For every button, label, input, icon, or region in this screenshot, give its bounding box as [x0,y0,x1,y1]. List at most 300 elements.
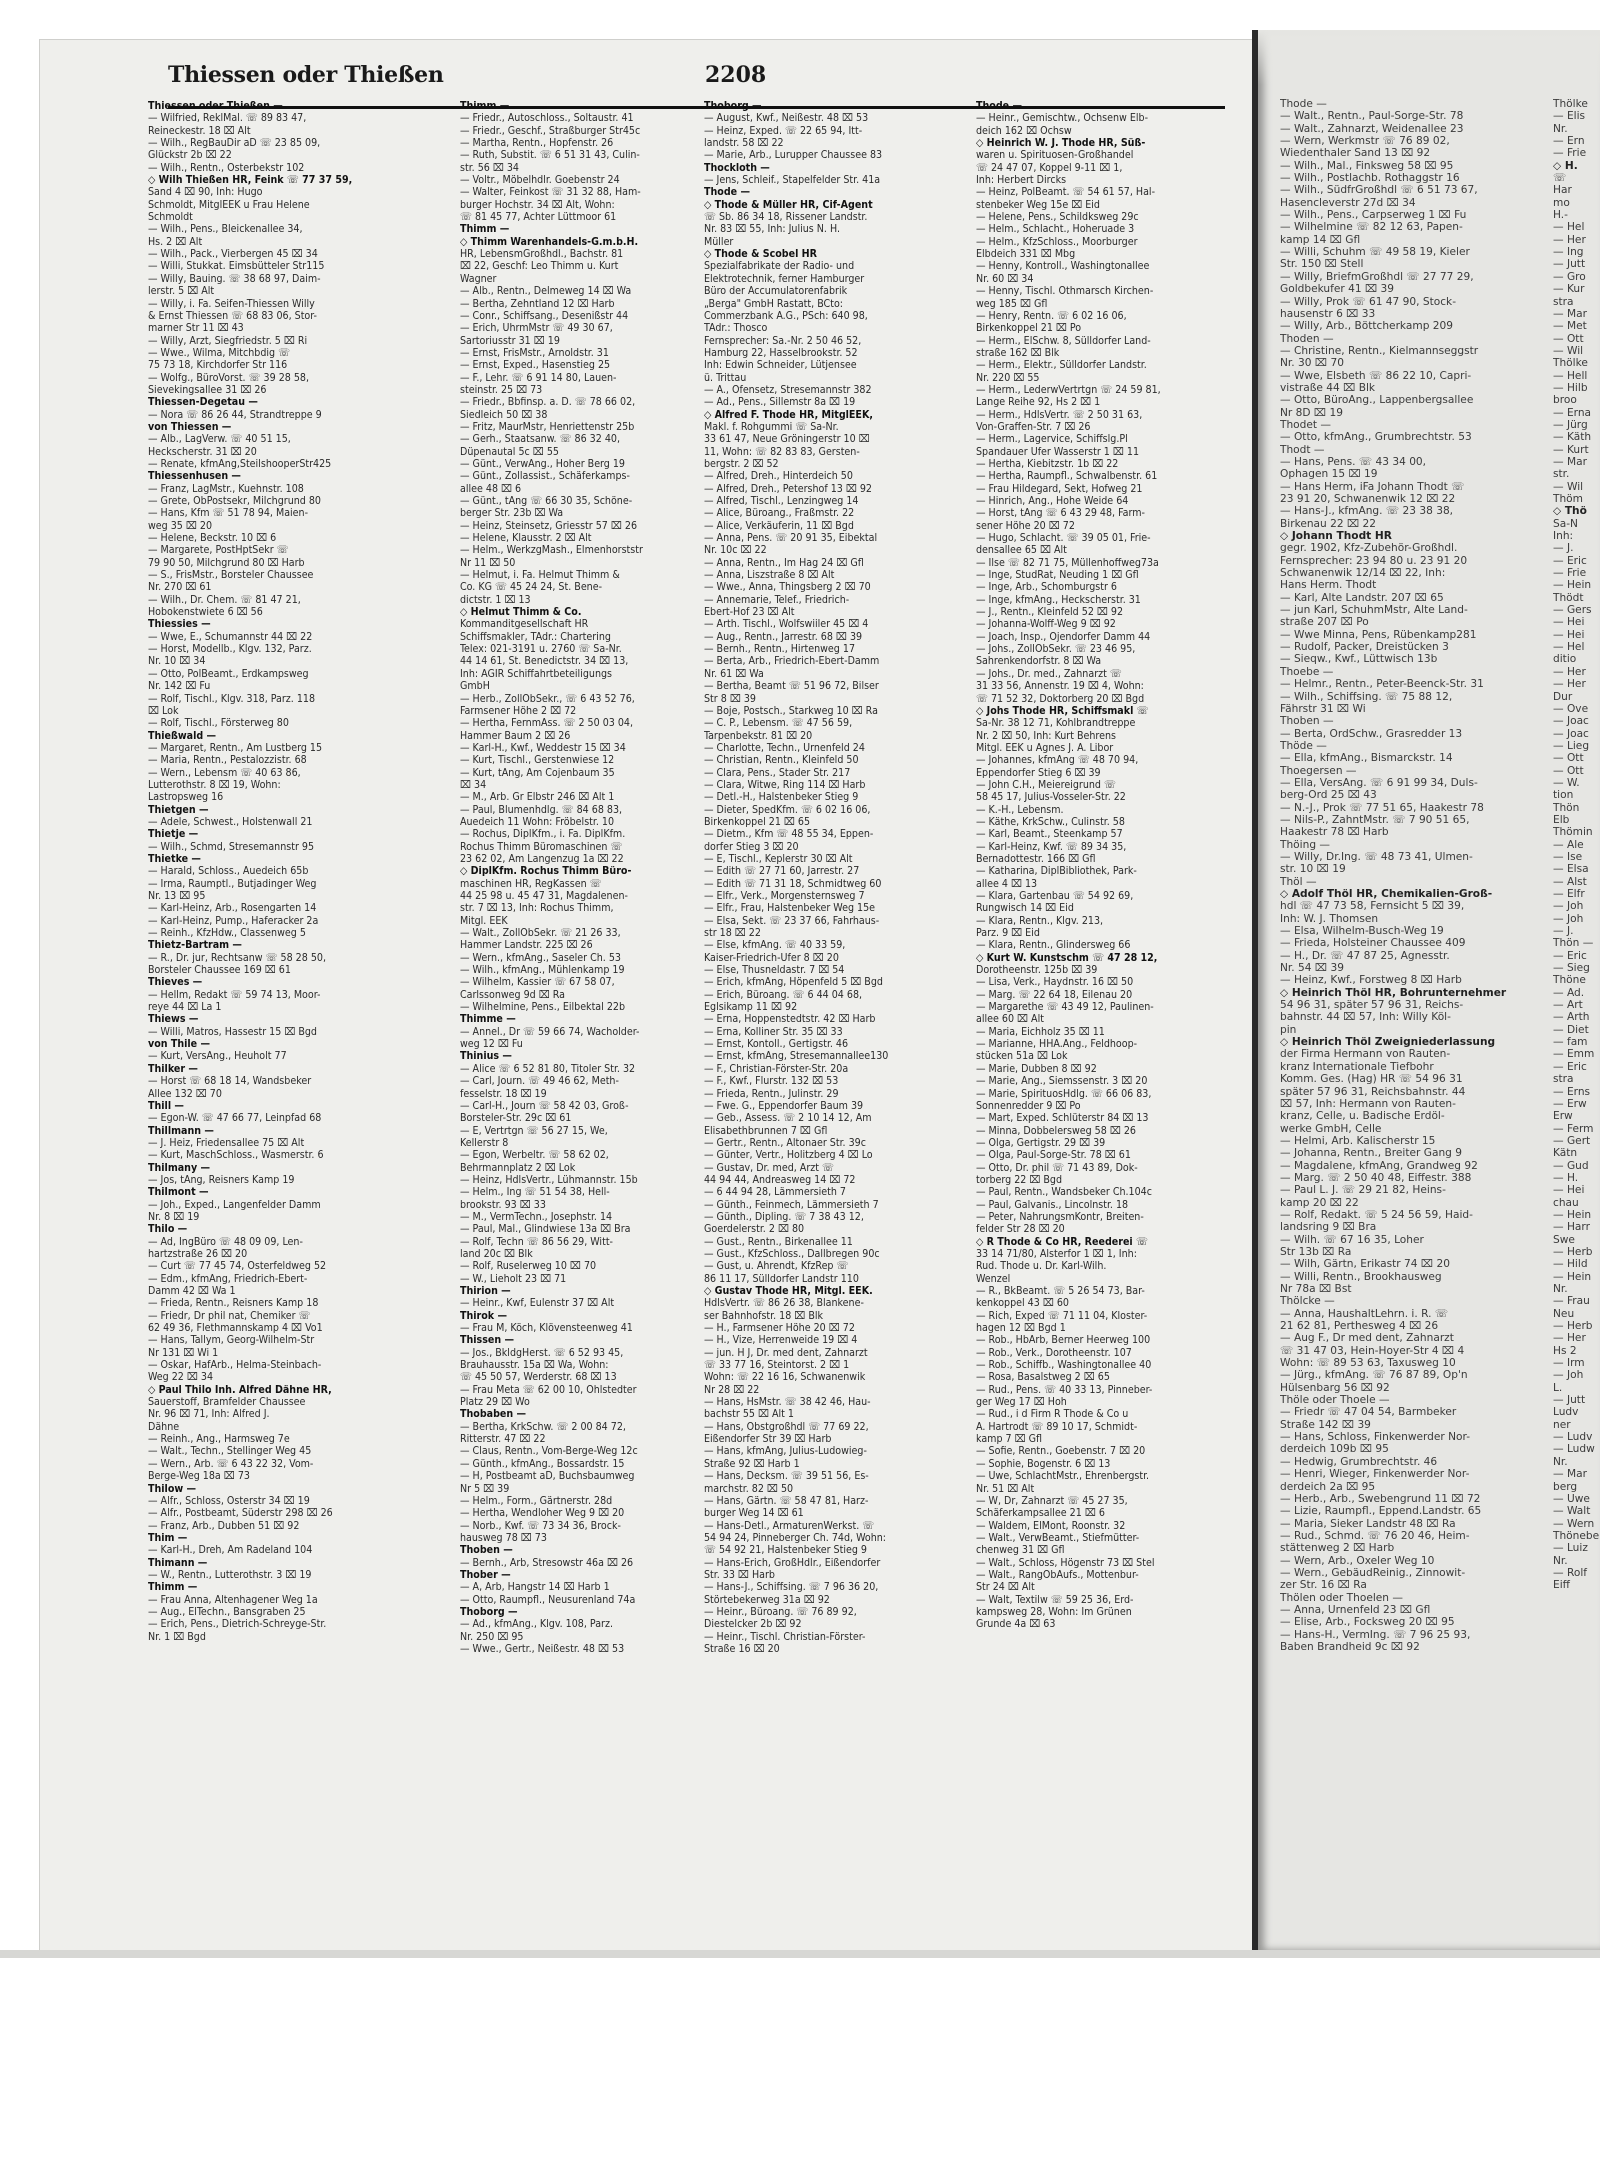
surname-heading: Thöing — [1280,838,1331,851]
directory-page-right [1258,30,1600,1950]
directory-entry: Düpenautal 5c ⌧ 55 [460,445,559,458]
directory-entry: ◇ H. [1553,159,1578,172]
directory-entry: — Erich, Büroang. ☏ 6 44 04 68, [704,988,863,1001]
directory-entry: — Herb., Arb., Swebengrund 11 ⌧ 72 [1280,1492,1481,1505]
directory-entry: — Willi, Stukkat. Eimsbütteler Str115 [148,260,325,273]
directory-entry: maschinen HR, RegKassen ☏ [460,877,602,890]
directory-entry: — Frieda, Rentn., Reisners Kamp 18 [148,1297,319,1310]
directory-entry: — Walt., RangObAufs., Mottenbur- [976,1568,1139,1581]
directory-entry: — Frieda, Rentn., Julinstr. 29 [704,1087,839,1100]
directory-entry: chenweg 31 ⌧ Gfl [976,1544,1065,1557]
directory-entry: — Paul, Blumenhdlg. ☏ 84 68 83, [460,803,623,816]
directory-entry: — Hei [1553,628,1585,641]
directory-entry: — Jürg [1553,418,1588,431]
directory-entry: — Jürg., kfmAng. ☏ 76 87 89, Op'n [1280,1369,1468,1382]
directory-entry: — Wern., kfmAng., Saseler Ch. 53 [460,951,621,964]
directory-entry: — Voltr., Möbelhdlr. Goebenstr 24 [460,174,620,187]
directory-entry: — Annel., Dr ☏ 59 66 74, Wacholder- [460,1025,640,1038]
directory-entry: — Walt., ZollObSekr. ☏ 21 26 33, [460,927,621,940]
directory-entry: — Paul, Rentn., Wandsbeker Ch.104c [976,1186,1152,1199]
directory-entry: Wenzel [976,1272,1011,1285]
directory-entry: Kellerstr 8 [460,1136,509,1149]
directory-entry: — Heinr., Kwf, Eulenstr 37 ⌧ Alt [460,1297,615,1310]
directory-entry: — Rud., i d Firm R Thode & Co u [976,1408,1129,1421]
directory-entry: — Ott [1553,764,1584,777]
directory-entry: Birkenkoppel 21 ⌧ Po [976,322,1082,335]
directory-entry: — Ella, kfmAng., Bismarckstr. 14 [1280,752,1453,765]
directory-entry: — Curt ☏ 77 45 74, Osterfeldweg 52 [148,1260,327,1273]
directory-entry: Nr 11 ⌧ 50 [460,556,516,569]
page-running-title: Thiessen oder Thießen [168,62,444,88]
directory-entry: — Kurt [1553,443,1589,456]
directory-entry: Fernsprecher: Sa.-Nr. 2 50 46 52, [704,334,862,347]
directory-entry: — S., FrisMstr., Borsteler Chaussee [148,569,314,582]
directory-entry: — Karl-Heinz, Pump., Haferacker 2a [148,914,319,927]
directory-entry: — Elise, Arb., Focksweg 20 ⌧ 95 [1280,1616,1455,1629]
directory-entry: — Heinr., Büroang. ☏ 76 89 92, [704,1605,857,1618]
directory-entry: Elb [1553,813,1570,826]
directory-entry: ☏ 81 45 77, Achter Lüttmoor 61 [460,211,617,224]
directory-entry: ☏ 45 50 57, Werderstr. 68 ⌧ 13 [460,1371,617,1384]
directory-entry: — Günth., Dipling. ☏ 7 38 43 12, [704,1210,864,1223]
directory-entry: — Hans, Tallym, Georg-Wilhelm-Str [148,1334,315,1347]
directory-entry: Str 24 ⌧ Alt [976,1581,1035,1594]
directory-entry: Thömin [1553,826,1593,839]
directory-entry: der Firma Hermann von Rauten- [1280,1048,1451,1061]
directory-entry: Dur [1553,690,1573,703]
directory-entry: — Mar [1553,455,1587,468]
directory-entry: — Ruth, Substit. ☏ 6 51 31 43, Culin- [460,149,640,162]
directory-entry: — Erna [1553,406,1592,419]
directory-entry: Nr 8D ⌧ 19 [1280,406,1343,419]
directory-entry: stättenweg 2 ⌧ Harb [1280,1542,1395,1555]
directory-entry: — Olga, Gertigstr. 29 ⌧ 39 [976,1136,1106,1149]
directory-entry: — Kurt, VersAng., Heuholt 77 [148,1050,287,1063]
surname-heading: Thodet — [1280,418,1332,431]
directory-entry: gegr. 1902, Kfz-Zubehör-Großhdl. [1280,542,1458,555]
directory-entry: — Jos, tAng, Reisners Kamp 19 [148,1173,295,1186]
directory-entry: — Wwe., Wilma, Mitchbdig ☏ [148,346,291,359]
directory-entry: — Friedr., Bbfinsp. a. D. ☏ 78 66 02, [460,396,636,409]
surname-heading: Thoegersen — [1280,764,1357,777]
surname-heading: Thobaben — [460,1408,527,1421]
directory-entry: kamp 14 ⌧ Gfl [1280,233,1361,246]
directory-entry: — Henny, Kontroll., Washingtonallee [976,260,1150,273]
directory-entry: — N.-J., Prok ☏ 77 51 65, Haakestr 78 [1280,801,1484,814]
directory-entry: — Heinr., Gemischtw., Ochsenw Elb- [976,112,1149,125]
directory-entry: — Wern., Arb. ☏ 6 43 22 32, Vom- [148,1457,314,1470]
directory-entry: — Gro [1553,270,1586,283]
directory-entry: — Käthe, KrkSchw., Culinstr. 58 [976,815,1125,828]
directory-entry: Wagner [460,272,497,285]
directory-entry: — Inge, Arb., Schomburgstr 6 [976,581,1117,594]
directory-entry: fesselstr. 18 ⌧ 19 [460,1087,547,1100]
directory-entry: str. 56 ⌧ 34 [460,161,519,174]
directory-entry: — Maria, Sieker Landstr 48 ⌧ Ra [1280,1517,1456,1530]
surname-heading: Thim — [148,1531,188,1544]
directory-entry: — Willy, Prok ☏ 61 47 90, Stock- [1280,295,1457,308]
directory-entry: weg 12 ⌧ Fu [460,1038,523,1051]
directory-entry: — Peter, NahrungsmKontr, Breiten- [976,1210,1144,1223]
directory-entry: — Alice, Verkäuferin, 11 ⌧ Bgd [704,519,854,532]
directory-entry: pin [1280,1023,1297,1036]
directory-entry: — C. P., Lebensm. ☏ 47 56 59, [704,717,853,730]
directory-entry: — Geb., Assess. ☏ 2 10 14 12, Am [704,1112,872,1125]
directory-entry: — Helene, Klausstr. 2 ⌧ Alt [460,532,592,545]
directory-entry: Wohn: ☏ 22 16 16, Schwanenwik [704,1371,866,1384]
directory-entry: Kätn [1553,1147,1578,1160]
directory-entry: — Wilh, Gärtn, Erikastr 74 ⌧ 20 [1280,1258,1450,1271]
directory-entry: — Ott [1553,752,1584,765]
surname-heading: von Thile — [148,1038,210,1051]
directory-entry: Behrmannplatz 2 ⌧ Lok [460,1161,576,1174]
directory-entry: ◇ Paul Thilo Inh. Alfred Dähne HR, [148,1383,332,1396]
directory-entry: — Bernh., Arb, Stresowstr 46a ⌧ 26 [460,1556,634,1569]
directory-entry: — Irm [1553,1357,1585,1370]
directory-entry: — Helm., Ing ☏ 51 54 38, Hell- [460,1186,610,1199]
directory-entry: torberg 22 ⌧ Bgd [976,1173,1063,1186]
surname-heading: Thießwald — [148,729,217,742]
directory-entry: — Irma, Raumptl., Butjadinger Weg [148,877,317,890]
directory-entry: — Bertha, Zehntland 12 ⌧ Harb [460,297,615,310]
directory-entry: — Wwe., Gertr., Neißestr. 48 ⌧ 53 [460,1642,625,1655]
directory-entry: landsring 9 ⌧ Bra [1280,1221,1377,1234]
right-page-column-1 [1280,98,1548,1938]
directory-entry: — H., Dr. ☏ 47 87 25, Agnesstr. [1280,949,1450,962]
directory-entry: — Jutt [1553,1394,1586,1407]
directory-entry: — Sieg [1553,962,1590,975]
directory-entry: Eißendorfer Str 39 ⌧ Harb [704,1433,832,1446]
directory-entry: — Willy, BriefmGroßhdl ☏ 27 77 29, [1280,270,1474,283]
directory-entry: — Wwe, Elsbeth ☏ 86 22 10, Capri- [1280,369,1472,382]
directory-entry: Parz. 9 ⌧ Eid [976,927,1040,940]
directory-entry: Nr. [1553,1455,1568,1468]
directory-entry: Borsteler-Str. 29c ⌧ 61 [460,1112,572,1125]
directory-entry: marchstr. 82 ⌧ 50 [704,1482,794,1495]
directory-entry: — Wwe., Anna, Thingsberg 2 ⌧ 70 [704,581,871,594]
directory-entry: kamp 7 ⌧ Gfl [976,1433,1043,1446]
directory-entry: ☏ Sb. 86 34 18, Rissener Landstr. [704,211,868,224]
directory-entry: Glückstr 2b ⌧ 22 [148,149,232,162]
directory-entry: — Joh., Exped., Langenfelder Damm [148,1198,321,1211]
directory-entry: — Erna, Hoppenstedtstr. 42 ⌧ Harb [704,1013,876,1026]
directory-entry: — Wilh., kfmAng., Mühlenkamp 19 [460,964,625,977]
directory-entry: — Ise [1553,850,1583,863]
surname-heading: Thilker — [148,1062,198,1075]
directory-entry: zer Str. 16 ⌧ Ra [1280,1579,1367,1592]
directory-entry: — Herb., ZollObSekr., ☏ 6 43 52 76, [460,692,635,705]
directory-entry: — Alfred, Dreh., Hinterdeich 50 [704,470,853,483]
directory-entry: — Ad., kfmAng., Klgv. 108, Parz. [460,1618,613,1631]
surname-heading: Thietz-Bartram — [148,939,242,952]
directory-entry: — E, Tischl., Keplerstr 30 ⌧ Alt [704,852,853,865]
directory-entry: — Günt., tAng ☏ 66 30 35, Schöne- [460,495,633,507]
directory-entry: 33 14 71/80, Alsterfor 1 ⌧ 1, Inh: [976,1247,1137,1260]
directory-entry: — jun. H J, Dr. med dent, Zahnarzt [704,1346,868,1359]
directory-entry: — Hans, Obstgroßhdl ☏ 77 69 22, [704,1420,869,1433]
directory-entry: — Hans-J., kfmAng. ☏ 23 38 38, [1280,505,1454,518]
directory-entry: Nr. 1 ⌧ Bgd [148,1630,206,1643]
directory-entry: ◇ Johann Thodt HR [1280,530,1392,543]
directory-entry: Birkenau 22 ⌧ 22 [1280,517,1377,530]
directory-entry: — Hertha, Raumpfl., Schwalbenstr. 61 [976,470,1158,483]
directory-entry: Ritterstr. 47 ⌧ 22 [460,1433,546,1446]
directory-entry: — Wilhelmine ☏ 82 12 63, Papen- [1280,221,1463,234]
directory-entry: — Sophie, Bogenstr. 6 ⌧ 13 [976,1457,1111,1470]
directory-entry: — Ing [1553,246,1584,259]
directory-entry: Straße 92 ⌧ Harb 1 [704,1457,800,1470]
directory-entry: Makl. f. Rohgummi ☏ Sa-Nr. [704,420,839,433]
directory-entry: — Alb., LagVerw. ☏ 40 51 15, [148,433,291,446]
directory-entry: ⌧ 22, Geschf: Leo Thimm u. Kurt [460,260,619,273]
directory-entry: — Johs., ZollObSekr. ☏ 23 46 95, [976,643,1136,656]
directory-entry: — Alice ☏ 6 52 81 80, Titoler Str. 32 [460,1062,636,1075]
directory-entry: Nr. [1553,1283,1568,1295]
directory-entry: — Her [1553,678,1586,691]
directory-entry: — Ludw [1553,1443,1595,1456]
directory-entry: — W., Rentn., Lutterothstr. 3 ⌧ 19 [148,1568,312,1581]
directory-entry: Eppendorfer Stieg 6 ⌧ 39 [976,766,1101,779]
directory-entry: — Rolf, Tischl., Försterweg 80 [148,717,289,730]
directory-entry: — Walt, Textilw ☏ 59 25 36, Erd- [976,1593,1134,1606]
directory-entry: — Hild [1553,1258,1588,1271]
directory-entry: densallee 65 ⌧ Alt [976,544,1067,557]
directory-entry: — Gerh., Staatsanw. ☏ 86 32 40, [460,433,620,446]
directory-entry: Von-Graffen-Str. 7 ⌧ 26 [976,420,1091,433]
directory-entry: Nr. 8 ⌧ 19 [148,1210,200,1223]
directory-entry: — Carl-H., Journ ☏ 58 42 03, Groß- [460,1099,629,1112]
directory-entry: Inh: AGIR Schiffahrtbeteiligungs [460,667,613,680]
directory-entry: — Wern [1553,1517,1595,1530]
directory-entry: — Bertha, Beamt ☏ 51 96 72, Bilser [704,680,879,693]
directory-entry: land 20c ⌧ Blk [460,1247,533,1260]
directory-entry: — Renate, kfmAng,SteilshooperStr425 [148,457,332,470]
directory-entry: berg-Ord 25 ⌧ 43 [1280,789,1377,802]
directory-entry: ☏ 24 47 07, Koppel 9-11 ⌧ 1, [976,161,1123,174]
directory-entry: — Rud., Schmd. ☏ 76 20 46, Heim- [1280,1529,1470,1542]
surname-heading: Thirok — [460,1309,507,1322]
directory-entry: — Franz, LagMstr., Kuehnstr. 108 [148,482,304,495]
directory-entry: werke GmbH, Celle [1280,1122,1382,1135]
directory-entry: Störtebekerweg 31a ⌧ 92 [704,1593,830,1606]
directory-entry: Inh: Edwin Schneider, Lütjensee [704,359,857,372]
directory-entry: — Heinz, Exped. ☏ 22 65 94, Itt- [704,124,863,137]
directory-entry: 54 94 24, Pinneberger Ch. 74d, Wohn: [704,1531,887,1544]
directory-entry: Thölke [1553,98,1588,110]
directory-entry: kranz Internationale Tiefbohr [1280,1060,1434,1073]
directory-entry: 79 90 50, Milchgrund 80 ⌧ Harb [148,556,305,569]
directory-entry: Haakestr 78 ⌧ Harb [1280,826,1389,839]
directory-entry: Commerzbank A.G., PSch: 640 98, [704,309,868,322]
directory-entry: — Rolf, Ruselerweg 10 ⌧ 70 [460,1260,597,1273]
directory-entry: Bernadottestr. 166 ⌧ Gfl [976,852,1096,865]
directory-entry: — R., Dr. jur, Rechtsanw ☏ 58 28 50, [148,951,326,964]
surname-heading: Thoborg — [460,1605,518,1618]
directory-entry: — Rudolf, Packer, Dreistücken 3 [1280,641,1449,654]
surname-heading: Thilo — [148,1223,188,1236]
directory-entry: Sartoriusstr 31 ⌧ 19 [460,334,560,347]
directory-entry: broo [1553,394,1577,407]
directory-entry: Hamburg 22, Hasselbrookstr. 52 [704,346,858,359]
directory-entry: — Arth [1553,1011,1590,1024]
directory-entry: — Elfr., Verk., Morgensternsweg 7 [704,890,865,902]
directory-entry: — Johannes, kfmAng ☏ 48 70 94, [976,754,1139,767]
surname-heading: Thimme — [460,1013,516,1026]
directory-entry: Dorotheenstr. 125b ⌧ 39 [976,964,1098,977]
directory-entry: — Margarete, PostHptSekr ☏ [148,544,289,557]
directory-entry: — Herm., Lagervice, Schiffslg.Pl [976,433,1128,446]
directory-entry: — Alfred, Tischl., Lenzingweg 14 [704,495,859,507]
directory-entry: — Johanna-Wolff-Weg 9 ⌧ 92 [976,618,1116,631]
directory-entry: — Clara, Witwe, Ring 114 ⌧ Harb [704,778,866,791]
directory-entry: Nr. 270 ⌧ 61 [148,581,212,594]
directory-entry: — Hedwig, Grumbrechtstr. 46 [1280,1455,1438,1468]
directory-entry: — Else, kfmAng. ☏ 40 33 59, [704,939,846,952]
directory-entry: — Hans, Gärtn. ☏ 58 47 81, Harz- [704,1494,869,1507]
directory-entry: Hasencleverstr 27d ⌧ 34 [1280,196,1416,209]
directory-entry: Hs. 2 ⌧ Alt [148,235,203,248]
directory-entry: — Adele, Schwest., Holstenwall 21 [148,815,313,828]
directory-entry: — Helmr., Rentn., Peter-Beenck-Str. 31 [1280,678,1484,691]
directory-entry: — Günt., VerwAng., Hoher Berg 19 [460,457,625,470]
directory-entry: Berge-Weg 18a ⌧ 73 [148,1470,250,1483]
surname-heading: Thode — [1280,98,1327,110]
directory-entry: — Willy, Arb., Böttcherkamp 209 [1280,320,1454,333]
directory-entry: — Rolf, Techn ☏ 86 56 29, Witt- [460,1235,613,1248]
directory-entry: — Wern, Werkmstr ☏ 76 89 02, [1280,135,1450,148]
directory-entry: — Wilh. ☏ 67 16 35, Loher [1280,1233,1424,1246]
surname-heading: Thoebe — [1280,665,1334,678]
directory-entry: — Carl, Journ. ☏ 49 46 62, Meth- [460,1075,619,1088]
directory-entry: Platz 29 ⌧ Wo [460,1396,530,1409]
directory-entry: — Nora ☏ 86 26 44, Strandtreppe 9 [148,408,322,421]
directory-entry: Hans Herm. Thodt [1280,579,1377,592]
directory-entry: — Ella, VersAng. ☏ 6 91 99 34, Duls- [1280,776,1478,789]
directory-entry: derdeich 109b ⌧ 95 [1280,1443,1389,1456]
directory-entry: ser Bahnhofstr. 18 ⌧ Blk [704,1309,824,1322]
directory-entry: — Egon, Werbeltr. ☏ 58 62 02, [460,1149,609,1162]
directory-entry: — Johs., Dr. med., Zahnarzt ☏ [976,667,1122,680]
directory-entry: hausweg 78 ⌧ 73 [460,1531,547,1544]
directory-entry: Nr 5 ⌧ 39 [460,1482,510,1495]
directory-entry: Straße 142 ⌧ 39 [1280,1418,1371,1431]
directory-entry: A. Hartrodt ☏ 89 10 17, Schmidt- [976,1420,1138,1433]
directory-entry: — Anna, Urnenfeld 23 ⌧ Gfl [1280,1603,1431,1616]
directory-entry: — Elfr., Frau, Halstenbeker Weg 15e [704,902,876,915]
directory-entry: Ludv [1553,1406,1579,1419]
directory-entry: Borsteler Chaussee 169 ⌧ 61 [148,964,291,977]
surname-heading: Thietke — [148,852,201,865]
directory-entry: ◇ Johs Thode HR, Schiffsmakl ☏ [976,704,1149,717]
directory-entry: — Willi, Schuhm ☏ 49 58 19, Kieler [1280,246,1470,259]
directory-entry: — Willi, Matros, Hassestr 15 ⌧ Bgd [148,1025,317,1038]
directory-entry: & Ernst Thiessen ☏ 68 83 06, Stor- [148,309,317,322]
directory-entry: — Harr [1553,1221,1590,1234]
directory-entry: Nr. [1553,1554,1568,1567]
directory-entry: Lange Reihe 92, Hs 2 ⌧ 1 [976,396,1101,409]
directory-entry: — E, Vertrtgn ☏ 56 27 15, We, [460,1124,608,1137]
directory-entry: Hobokenstwiete 6 ⌧ 56 [148,606,263,619]
directory-entry: Nr. 30 ⌧ 70 [1280,357,1344,370]
directory-entry: Lastropsweg 16 [148,791,224,804]
directory-entry: — Margaret, Rentn., Am Lustberg 15 [148,741,323,754]
directory-entry: — Frieda, Holsteiner Chaussee 409 [1280,937,1466,950]
directory-entry: — Claus, Rentn., Vom-Berge-Weg 12c [460,1445,638,1458]
directory-entry: — Hell [1553,369,1588,382]
directory-entry: — Wilh., Schmd, Stresemannstr 95 [148,840,315,853]
directory-entry: 44 14 61, St. Benedictstr. 34 ⌧ 13, [460,655,629,668]
directory-entry: ◇ Heinrich Thöl HR, Bohrunternehmer [1280,986,1507,999]
directory-entry: — Gert [1553,1134,1591,1147]
surname-heading: Thiessen-Degetau — [148,396,258,409]
directory-entry: str. [1553,468,1570,481]
directory-entry: straße 207 ⌧ Po [1280,616,1369,629]
directory-entry: Damm 42 ⌧ Wa 1 [148,1285,236,1297]
directory-entry: — A, Arb, Hangstr 14 ⌧ Harb 1 [460,1581,610,1594]
directory-entry: — Helm., WerkzgMash., Elmenhorststr [460,544,643,557]
surname-heading: Thoben — [1280,715,1334,728]
directory-entry: — Sieqw., Kwf., Lüttwisch 13b [1280,653,1438,666]
directory-entry: Neu [1553,1307,1575,1320]
directory-column-4 [976,100,1246,1940]
surname-heading: Thode — [976,100,1022,112]
directory-entry: — Karl-H., Dreh, Am Radeland 104 [148,1544,313,1557]
directory-entry: — Alst [1553,875,1587,888]
directory-entry: kampsweg 28, Wohn: Im Grünen [976,1605,1132,1618]
directory-entry: — Edith ☏ 27 71 60, Jarrestr. 27 [704,865,860,878]
directory-entry: — Gust., KfzSchloss., Dallbregen 90c [704,1247,880,1260]
directory-entry: — Gers [1553,604,1592,617]
directory-entry: — Rob., Verk., Dorotheenstr. 107 [976,1346,1132,1359]
directory-entry: Nr. 51 ⌧ Alt [976,1482,1035,1495]
directory-entry: Wiedenthaler Sand 13 ⌧ 92 [1280,147,1431,160]
directory-entry: ◇ Heinrich Thöl Zweigniederlassung [1280,1036,1496,1049]
directory-entry: — Otto, Dr. phil ☏ 71 43 89, Dok- [976,1161,1138,1174]
surname-heading: Thilmont — [148,1186,209,1199]
directory-entry: Spezialfabrikate der Radio- und [704,260,855,273]
directory-entry: — Otto, BüroAng., Lappenbergsallee [1280,394,1474,407]
directory-entry: ◇ Gustav Thode HR, Mitgl. EEK. [704,1285,873,1297]
directory-entry: 58 45 17, Julius-Vosseler-Str. 22 [976,791,1126,804]
directory-entry: Co. KG ☏ 45 24 24, St. Bene- [460,581,603,594]
directory-entry: — Charlotte, Techn., Urnenfeld 24 [704,741,865,754]
directory-entry: — Ernst, kfmAng, Stresemannallee130 [704,1050,889,1063]
surname-heading: Thieves — [148,976,203,989]
surname-heading: Thimm — [148,1581,198,1594]
directory-entry: — Marie, Arb., Lurupper Chaussee 83 [704,149,883,162]
directory-entry: — fam [1553,1036,1588,1049]
directory-entry: — Klara, Gartenbau ☏ 54 92 69, [976,890,1134,902]
directory-entry: — Joach, Insp., Ojendorfer Damm 44 [976,630,1151,643]
directory-entry: — Erns [1553,1085,1591,1098]
directory-entry: — Gust, u. Ahrendt, KfzRep ☏ [704,1260,849,1273]
directory-entry: stra [1553,1073,1574,1086]
directory-entry: — Günth., kfmAng., Bossardstr. 15 [460,1457,625,1470]
directory-entry: berg [1553,1480,1578,1493]
directory-entry: — Met [1553,320,1587,333]
directory-entry: — Marianne, HHA.Ang., Feldhoop- [976,1038,1138,1051]
directory-entry: Inh: [1553,530,1574,543]
directory-entry: — Anna, Liszstraße 8 ⌧ Alt [704,569,835,582]
directory-entry: — Eric [1553,1060,1587,1073]
directory-entry: Birkenkoppel 21 ⌧ 65 [704,815,811,828]
directory-entry: — Elis [1553,110,1586,123]
directory-entry: kamp 20 ⌧ 22 [1280,1196,1359,1209]
directory-entry: — Wilh., Dr. Chem. ☏ 81 47 21, [148,593,301,606]
surname-heading: Thissen — [460,1334,515,1347]
directory-entry: — Gustav, Dr. med, Arzt ☏ [704,1161,834,1174]
directory-entry: — Wilhelmine, Pens., Eilbektal 22b [460,1001,625,1014]
